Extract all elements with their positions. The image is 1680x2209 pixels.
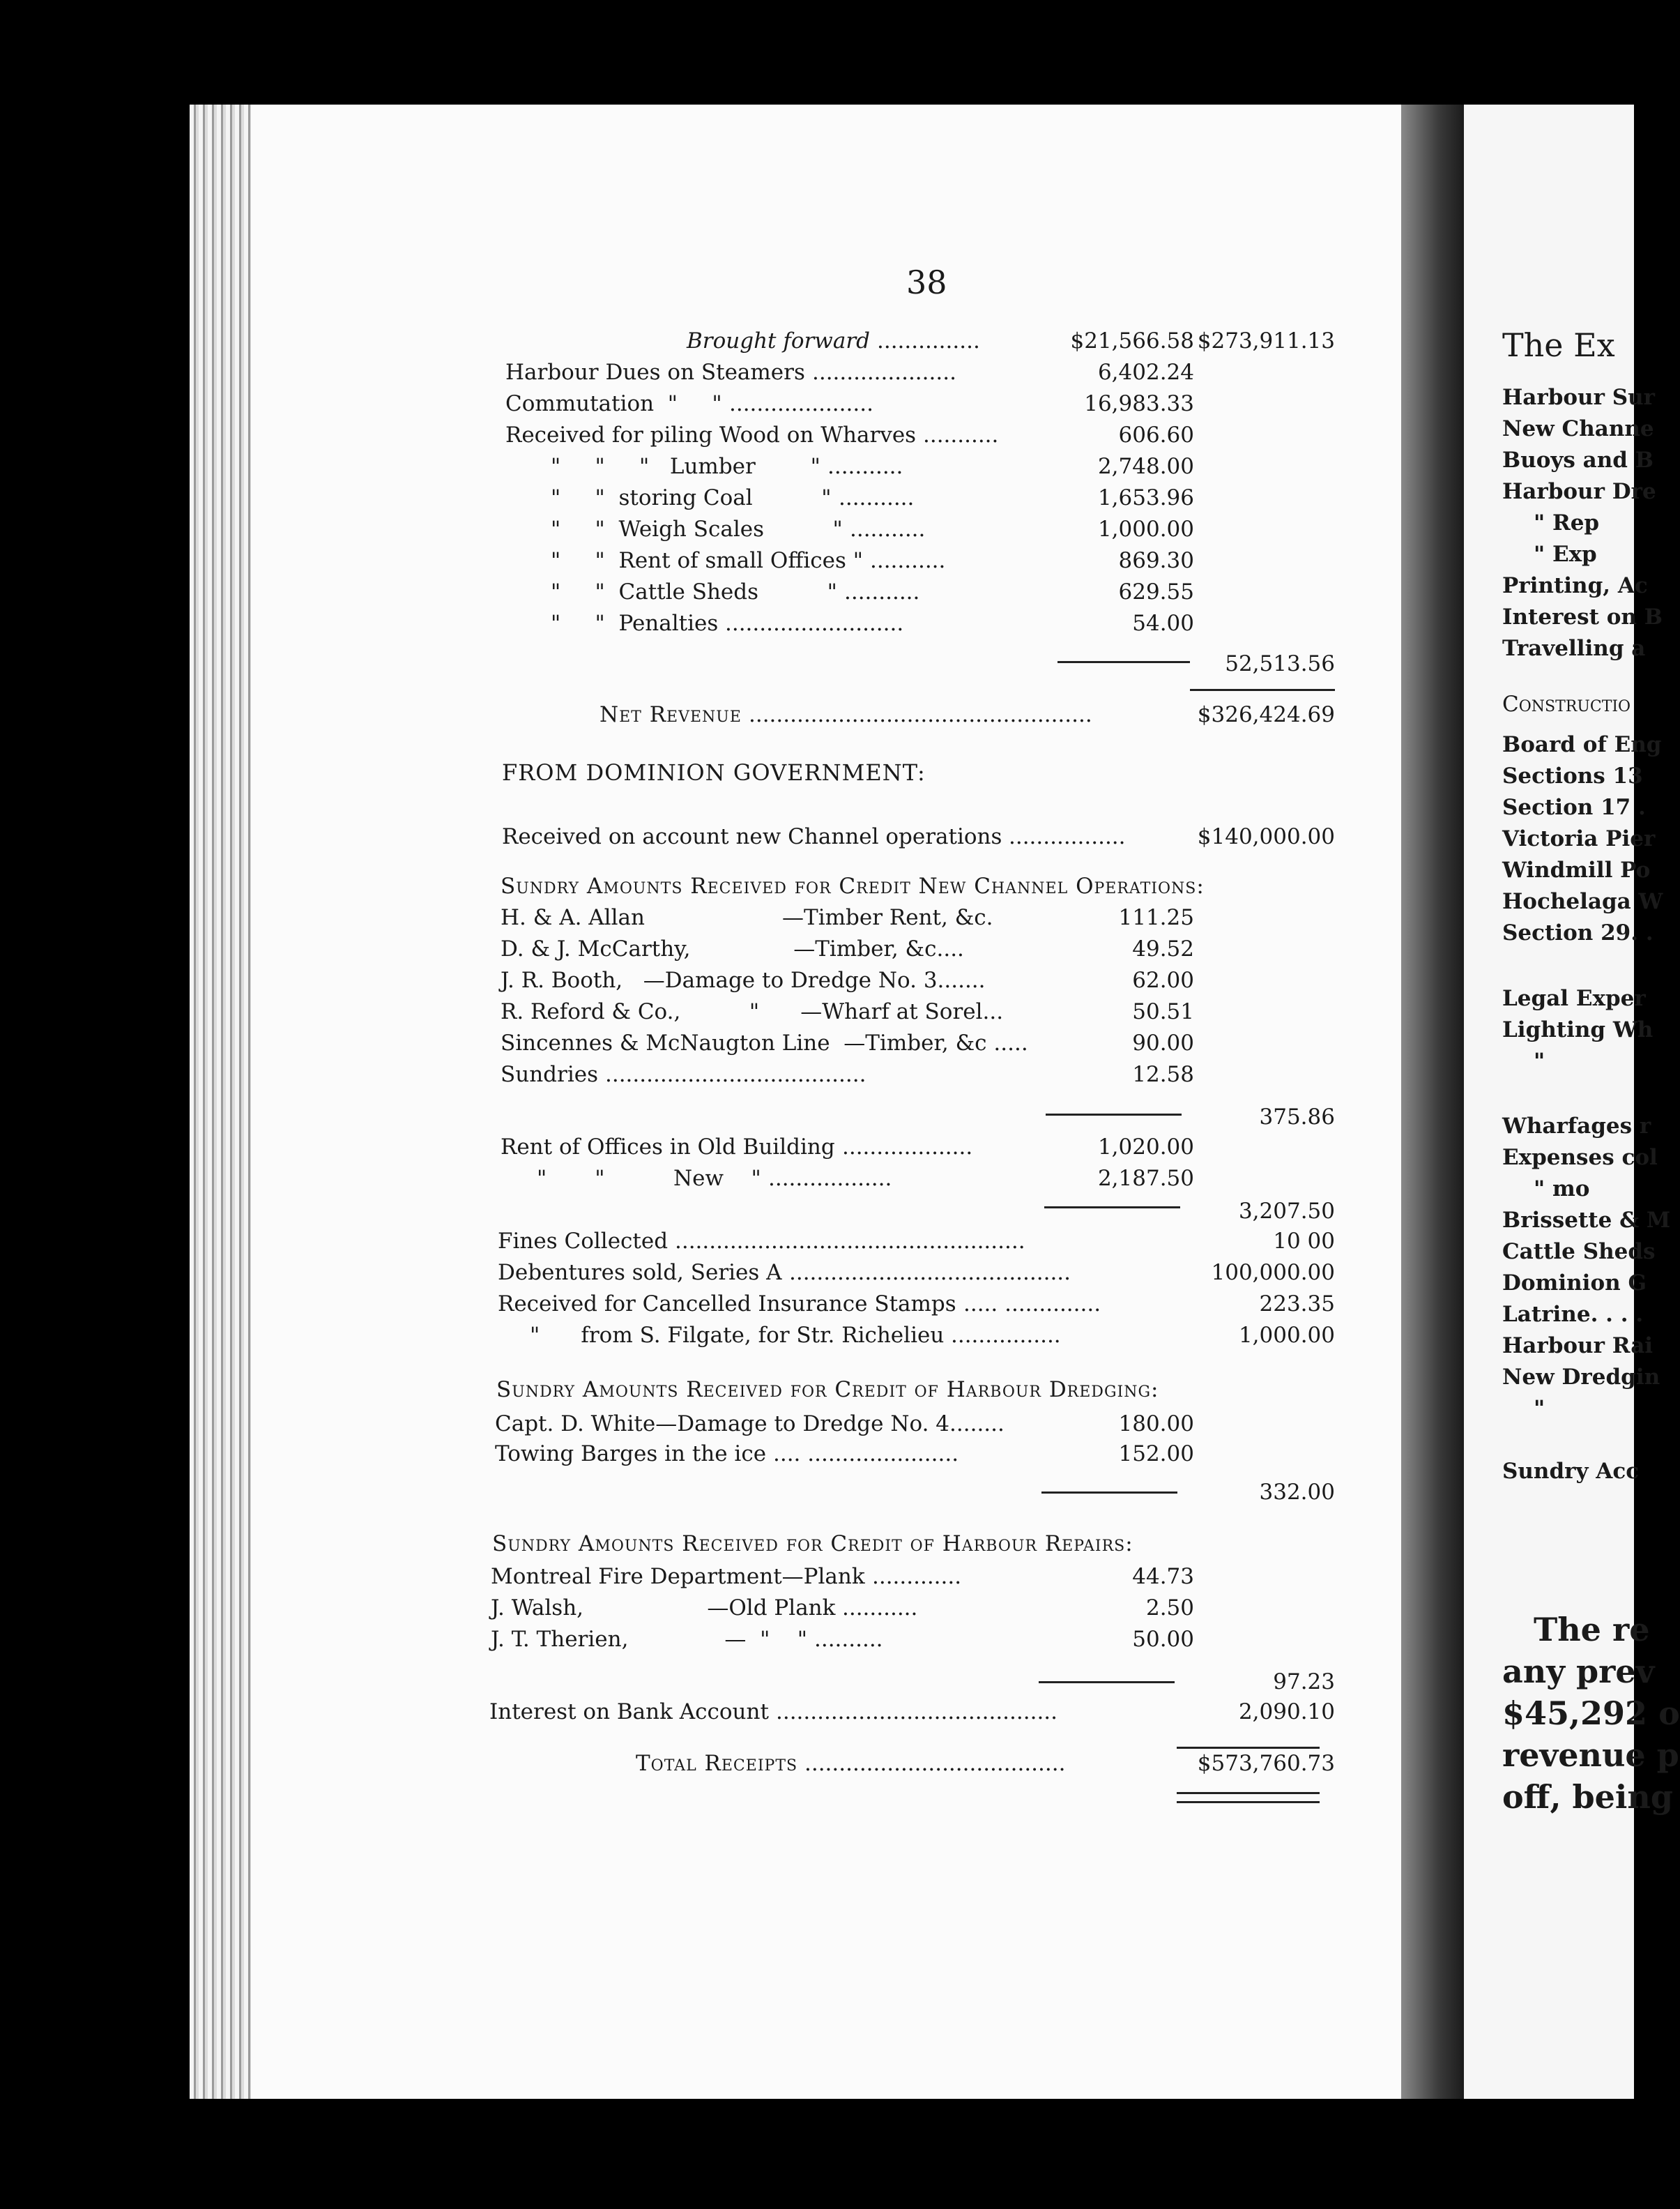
ledger-label: Brought forward bbox=[687, 328, 870, 354]
ledger-row bbox=[0, 934, 1634, 964]
right-page-line: Section 29. . bbox=[1502, 920, 1654, 946]
ledger-row bbox=[0, 902, 1634, 933]
amount-column-2: 10 00 bbox=[1273, 1229, 1335, 1254]
amount-column-1: 2.50 bbox=[1145, 1595, 1194, 1620]
right-page-line: Section 17 . bbox=[1502, 795, 1646, 820]
ledger-row bbox=[0, 1028, 1634, 1058]
amount-column-2: 223.35 bbox=[1259, 1291, 1335, 1316]
ledger-label: J. T. Therien, — " " bbox=[491, 1627, 808, 1652]
amount-column-2: 2,090.10 bbox=[1238, 1699, 1335, 1724]
ledger-row bbox=[0, 1593, 1634, 1623]
ledger-row bbox=[0, 1163, 1634, 1194]
ledger-row bbox=[0, 357, 1634, 388]
dot-leader: ........... bbox=[850, 517, 926, 542]
ledger-label: Received for piling Wood on Wharves bbox=[505, 423, 917, 448]
ledger-label: Sundries bbox=[501, 1062, 598, 1087]
ledger-label: Fines Collected bbox=[498, 1229, 669, 1254]
ledger-label: " " Rent of small Offices " bbox=[551, 548, 864, 573]
ledger-label: H. & A. Allan —Timber Rent, &c. bbox=[501, 905, 993, 930]
ledger-label: Sundry Amounts Received for Credit of Harbour Repairs: bbox=[492, 1531, 1133, 1556]
ledger-row bbox=[0, 1438, 1634, 1469]
amount-column-2: 332.00 bbox=[1259, 1480, 1335, 1505]
right-page-line: Wharfages r bbox=[1502, 1114, 1651, 1139]
amount-column-2: 3,207.50 bbox=[1238, 1199, 1335, 1224]
ledger-label: Sundry Amounts Received for Credit New Channel Operations: bbox=[501, 874, 1205, 899]
ledger-label: Net Revenue bbox=[600, 702, 742, 727]
amount-column-1: 54.00 bbox=[1132, 611, 1194, 636]
amount-column-2: 52,513.56 bbox=[1225, 651, 1335, 676]
right-page-line: Harbour Sur bbox=[1502, 385, 1655, 410]
right-page-line: Sections 13 bbox=[1502, 764, 1643, 789]
dot-leader: ............. bbox=[872, 1564, 962, 1589]
amount-column-1: 6,402.24 bbox=[1097, 360, 1194, 385]
ledger-label: " " Cattle Sheds " bbox=[551, 579, 837, 605]
right-page-line: " Exp bbox=[1534, 542, 1597, 567]
ledger-label: Harbour Dues on Steamers bbox=[505, 360, 805, 385]
right-page-title: The Ex bbox=[1502, 326, 1615, 364]
ledger-row bbox=[0, 965, 1634, 996]
amount-column-1: 12.58 bbox=[1132, 1062, 1194, 1087]
right-page-line: Sundry Acc bbox=[1502, 1459, 1640, 1484]
ledger-label: Sincennes & McNaugton Line —Timber, &c ..... bbox=[501, 1031, 1028, 1056]
ledger-row bbox=[0, 1059, 1634, 1090]
ledger-row bbox=[0, 1196, 1634, 1227]
ledger-row bbox=[0, 1226, 1634, 1257]
right-page-line: Board of Eng bbox=[1502, 732, 1662, 757]
ledger-label: Towing Barges in the ice bbox=[495, 1441, 767, 1466]
right-page-paragraph-line: $45,292 o bbox=[1502, 1694, 1680, 1732]
amount-column-1: 50.51 bbox=[1132, 999, 1194, 1024]
subtotal-rule bbox=[1039, 1681, 1175, 1683]
ledger-row bbox=[0, 388, 1634, 419]
right-page-line: Latrine. . . . bbox=[1502, 1302, 1644, 1327]
amount-column-1: 180.00 bbox=[1118, 1411, 1194, 1436]
dot-leader: ......................................... bbox=[776, 1699, 1058, 1724]
amount-column-1: 2,748.00 bbox=[1097, 454, 1194, 479]
amount-column-1: 606.60 bbox=[1118, 423, 1194, 448]
amount-column-1: 2,187.50 bbox=[1097, 1166, 1194, 1191]
ledger-row bbox=[0, 1477, 1634, 1508]
ledger-label: Montreal Fire Department—Plank bbox=[491, 1564, 865, 1589]
right-page-line: Lighting Wh bbox=[1502, 1017, 1654, 1042]
ledger-row bbox=[0, 1624, 1634, 1655]
amount-column-2: 100,000.00 bbox=[1211, 1260, 1335, 1285]
subtotal-rule bbox=[1044, 1206, 1180, 1208]
page-number: 38 bbox=[906, 264, 947, 301]
right-page-line: Dominion G bbox=[1502, 1270, 1647, 1296]
dot-leader: ........... bbox=[844, 579, 920, 605]
ledger-row bbox=[0, 1696, 1634, 1727]
amount-column-2: 375.86 bbox=[1259, 1104, 1335, 1130]
amount-column-2: $273,911.13 bbox=[1197, 328, 1335, 354]
ledger-label: Received for Cancelled Insurance Stamps bbox=[498, 1291, 956, 1316]
amount-column-2: $573,760.73 bbox=[1197, 1751, 1335, 1776]
dot-leader: ................................................... bbox=[675, 1229, 1025, 1254]
ledger-label: Interest on Bank Account bbox=[489, 1699, 769, 1724]
ledger-row bbox=[0, 451, 1634, 482]
dot-leader: ........... bbox=[870, 548, 946, 573]
ledger-row bbox=[0, 608, 1634, 639]
ledger-row bbox=[0, 699, 1634, 730]
ledger-row bbox=[0, 1667, 1634, 1697]
right-page-paragraph-line: revenue p bbox=[1502, 1736, 1679, 1774]
dot-leader: ................... bbox=[842, 1134, 973, 1160]
dot-leader: ................ bbox=[951, 1323, 1061, 1348]
ledger-row bbox=[0, 1374, 1634, 1405]
right-page-line: Hochelaga W bbox=[1502, 889, 1663, 914]
ledger-label: " " Penalties bbox=[551, 611, 719, 636]
ledger-label: Debentures sold, Series A bbox=[498, 1260, 782, 1285]
right-page-paragraph-line: off, being bbox=[1502, 1778, 1673, 1816]
ledger-row bbox=[0, 1561, 1634, 1592]
ledger-label: " " " Lumber " bbox=[551, 454, 820, 479]
ledger-row bbox=[0, 1257, 1634, 1288]
dot-leader: ..... .............. bbox=[963, 1291, 1101, 1316]
ledger-row bbox=[0, 577, 1634, 607]
ledger-label: D. & J. McCarthy, —Timber, &c.... bbox=[501, 936, 964, 962]
ledger-label: R. Reford & Co., " —Wharf at Sorel... bbox=[501, 999, 1004, 1024]
amount-column-2: 97.23 bbox=[1273, 1669, 1335, 1694]
amount-column-2: 1,000.00 bbox=[1238, 1323, 1335, 1348]
dot-leader: ..................... bbox=[812, 360, 956, 385]
dot-leader: ...................................... bbox=[605, 1062, 866, 1087]
dot-leader: ...................................... bbox=[804, 1751, 1066, 1776]
amount-column-1: 44.73 bbox=[1132, 1564, 1194, 1589]
ledger-label: FROM DOMINION GOVERNMENT: bbox=[502, 759, 926, 786]
right-page-line: Buoys and B bbox=[1502, 448, 1654, 473]
right-page-line: Constructio bbox=[1502, 692, 1631, 717]
amount-column-1: 1,020.00 bbox=[1097, 1134, 1194, 1160]
double-underline bbox=[1177, 1792, 1320, 1803]
ledger-row bbox=[0, 757, 1634, 788]
right-page-line: " mo bbox=[1534, 1176, 1590, 1201]
ledger-row bbox=[0, 1528, 1634, 1559]
ledger-row bbox=[0, 545, 1634, 576]
amount-column-1: 111.25 bbox=[1118, 905, 1194, 930]
right-page-line: Windmill Po bbox=[1502, 858, 1651, 883]
ledger-row bbox=[0, 648, 1634, 679]
amount-column-1: 1,000.00 bbox=[1097, 517, 1194, 542]
dot-leader: ........... bbox=[827, 454, 903, 479]
ledger-row bbox=[0, 514, 1634, 545]
right-page-paragraph-line: any prev bbox=[1502, 1653, 1655, 1690]
dot-leader: ..................... bbox=[729, 391, 873, 416]
amount-column-1: 90.00 bbox=[1132, 1031, 1194, 1056]
right-page-line: Brissette & M bbox=[1502, 1208, 1671, 1233]
right-page-line: " bbox=[1534, 1396, 1545, 1421]
dot-leader: ........... bbox=[839, 485, 915, 510]
amount-column-1: 152.00 bbox=[1118, 1441, 1194, 1466]
dot-leader: ............... bbox=[877, 328, 980, 354]
ledger-row bbox=[0, 996, 1634, 1027]
ledger-label: J. R. Booth, —Damage to Dredge No. 3....... bbox=[501, 968, 986, 993]
subtotal-rule bbox=[1057, 661, 1190, 663]
right-page-line: Travelling a bbox=[1502, 636, 1646, 661]
dot-leader: .... ...................... bbox=[773, 1441, 959, 1466]
subtotal-rule bbox=[1046, 1114, 1182, 1116]
right-page-paragraph-line: The re bbox=[1534, 1611, 1650, 1648]
total-rule bbox=[1190, 689, 1335, 691]
ledger-label: " from S. Filgate, for Str. Richelieu bbox=[530, 1323, 945, 1348]
amount-column-1: 1,653.96 bbox=[1097, 485, 1194, 510]
right-page-line: Cattle Sheds bbox=[1502, 1239, 1656, 1264]
ledger-row bbox=[0, 1320, 1634, 1351]
right-page-line: Harbour Rai bbox=[1502, 1333, 1654, 1358]
right-page-line: Expenses col bbox=[1502, 1145, 1658, 1170]
amount-column-1: 16,983.33 bbox=[1084, 391, 1194, 416]
ledger-label: " " storing Coal " bbox=[551, 485, 832, 510]
dot-leader: .................. bbox=[768, 1166, 892, 1191]
right-page-line: Legal Exper bbox=[1502, 986, 1646, 1011]
amount-column-1: 869.30 bbox=[1118, 548, 1194, 573]
subtotal-rule bbox=[1041, 1491, 1177, 1494]
ledger-label: " " Weigh Scales " bbox=[551, 517, 843, 542]
ledger-row bbox=[0, 420, 1634, 450]
dot-leader: ................. bbox=[1009, 824, 1126, 849]
total-rule bbox=[1177, 1747, 1320, 1749]
ledger-label: Commutation " " bbox=[505, 391, 722, 416]
dot-leader: ......................................... bbox=[789, 1260, 1071, 1285]
ledger-label: " " New " bbox=[537, 1166, 761, 1191]
amount-column-2: $326,424.69 bbox=[1197, 702, 1335, 727]
amount-column-1: 62.00 bbox=[1132, 968, 1194, 993]
ledger-row bbox=[0, 1132, 1634, 1162]
ledger-label: Received on account new Channel operations bbox=[502, 824, 1002, 849]
ledger-row bbox=[0, 1102, 1634, 1132]
ledger-row bbox=[0, 1409, 1634, 1439]
right-page-line: New Channe bbox=[1502, 416, 1654, 441]
dot-leader: ........... bbox=[842, 1595, 918, 1620]
ledger-row bbox=[0, 1748, 1634, 1779]
ledger-label: Total Receipts bbox=[636, 1751, 798, 1776]
ledger-row bbox=[0, 326, 1634, 356]
ledger-row bbox=[0, 1289, 1634, 1319]
ledger-label: J. Walsh, —Old Plank bbox=[491, 1595, 836, 1620]
ledger-row bbox=[0, 871, 1634, 902]
ledger-row bbox=[0, 821, 1634, 852]
amount-column-1: 49.52 bbox=[1132, 936, 1194, 962]
amount-column-1: 50.00 bbox=[1132, 1627, 1194, 1652]
dot-leader: .......... bbox=[814, 1627, 883, 1652]
amount-column-1: $21,566.58 bbox=[1070, 328, 1194, 354]
ledger-row bbox=[0, 483, 1634, 513]
right-page-line: New Dredgin bbox=[1502, 1365, 1660, 1390]
right-page-line: Interest on B bbox=[1502, 605, 1663, 630]
amount-column-2: $140,000.00 bbox=[1197, 824, 1335, 849]
amount-column-1: 629.55 bbox=[1118, 579, 1194, 605]
ledger-label: Capt. D. White—Damage to Dredge No. 4........ bbox=[495, 1411, 1005, 1436]
dot-leader: ........... bbox=[923, 423, 999, 448]
ledger-label: Rent of Offices in Old Building bbox=[501, 1134, 835, 1160]
right-page-line: Printing, Ac bbox=[1502, 573, 1648, 598]
dot-leader: .......................... bbox=[725, 611, 904, 636]
ledger-label: Sundry Amounts Received for Credit of Harbour Dredging: bbox=[496, 1377, 1159, 1402]
dot-leader: .................................................. bbox=[749, 702, 1092, 727]
right-page-line: Victoria Pier bbox=[1502, 826, 1656, 851]
right-page-line: Harbour Dre bbox=[1502, 479, 1656, 504]
right-page-line: " Rep bbox=[1534, 510, 1600, 536]
right-page-line: " bbox=[1534, 1049, 1545, 1074]
